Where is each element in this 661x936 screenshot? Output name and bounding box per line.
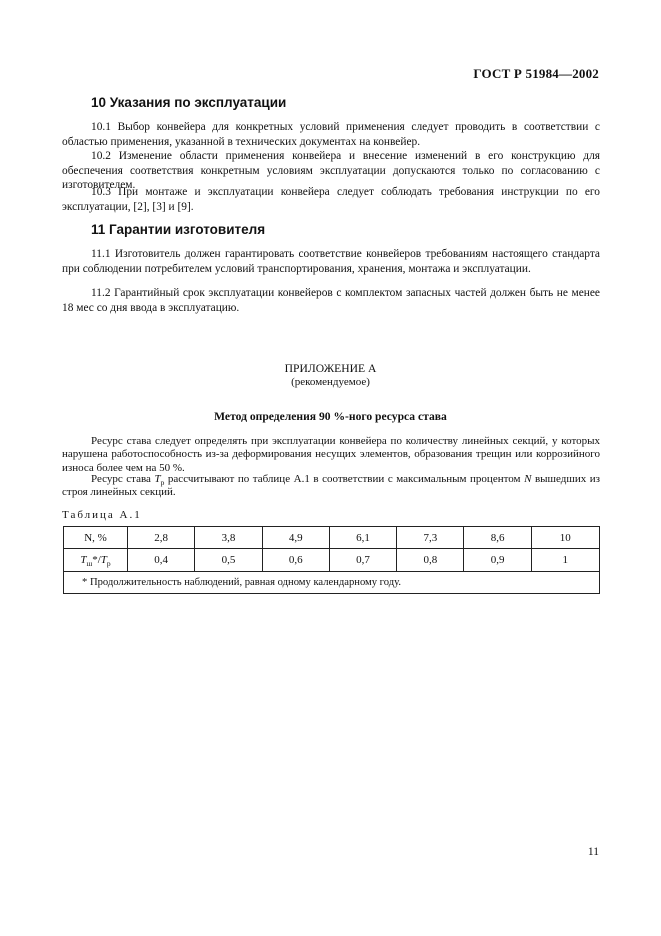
table-cell: 0,4 xyxy=(128,549,195,571)
table-cell: 0,8 xyxy=(397,549,464,571)
table-cell: 0,7 xyxy=(330,549,397,571)
table-cell: 7,3 xyxy=(397,527,464,548)
appendix-subtitle: (рекомендуемое) xyxy=(291,376,370,388)
table-cell: 6,1 xyxy=(330,527,397,548)
table-head-ratio: T ш */ T р xyxy=(64,549,128,571)
table-cell: 1 xyxy=(562,554,568,566)
table-row-ratio xyxy=(64,549,599,572)
table-row-n xyxy=(64,527,599,549)
section-10-heading: 10 Указания по эксплуатации xyxy=(91,95,287,110)
document-code: ГОСТ Р 51984—2002 xyxy=(473,66,599,81)
paragraph-10-1: 10.1 Выбор конвейера для конкретных условий применения следует проводить в соответствии с областью применения, указанной в технических документах на конвейер. xyxy=(62,121,600,148)
table-cell: 0,5 xyxy=(195,549,262,571)
page-number: 11 xyxy=(587,846,599,858)
table-head-n: N, % xyxy=(64,527,128,548)
table-cell: 8,6 xyxy=(464,527,531,548)
paragraph-10-3: 10.3 При монтаже и эксплуатации конвейера следует соблюдать требования инструкции по его эксплуатации, [2], [3] и [9]. xyxy=(62,186,600,213)
table-caption: Таблица А.1 xyxy=(62,509,142,521)
paragraph-10-2: 10.2 Изменение области применения конвейера и внесение изменений в его конструкцию для обеспечения соответствия конкретным условиям эксплуатации допускаются только по согласованию с изготовителем. xyxy=(62,150,600,192)
table-cell: 2,8 xyxy=(128,527,195,548)
table-cell: 10 xyxy=(559,531,571,544)
section-11-heading: 11 Гарантии изготовителя xyxy=(91,222,266,237)
paragraph-11-2: 11.2 Гарантийный срок эксплуатации конвейеров с комплектом запасных частей должен быть не менее 18 мес со дня ввода в эксплуатацию. xyxy=(62,287,600,314)
appendix-paragraph-2: Ресурс става $T_р$ рассчитывают по таблице А.1 в соответствии с максимальным процентом N вышедших из строя линейных секций. xyxy=(62,473,600,499)
table-a1 xyxy=(63,526,600,594)
table-cell: 0,6 xyxy=(263,549,330,571)
appendix-title: ПРИЛОЖЕНИЕ А xyxy=(284,362,377,375)
paragraph-11-1: 11.1 Изготовитель должен гарантировать соответствие конвейеров требованиям настоящего стандарта при соблюдении потребителем условий транспортирования, хранения, монтажа и эксплуатации. xyxy=(62,248,600,275)
table-cell: 4,9 xyxy=(263,527,330,548)
table-footnote: * Продолжительность наблюдений, равная одному календарному году. xyxy=(82,577,402,588)
table-cell: 3,8 xyxy=(195,527,262,548)
appendix-paragraph-1: Ресурс става следует определять при эксплуатации конвейера по количеству линейных секций, у которых нарушена работоспособность из-за деформирования несущих элементов, образования трещин или коррозийного износа более чем на 50 %. xyxy=(62,435,600,474)
method-title: Метод определения 90 %-ного ресурса става xyxy=(214,410,447,423)
table-cell: 0,9 xyxy=(464,549,531,571)
